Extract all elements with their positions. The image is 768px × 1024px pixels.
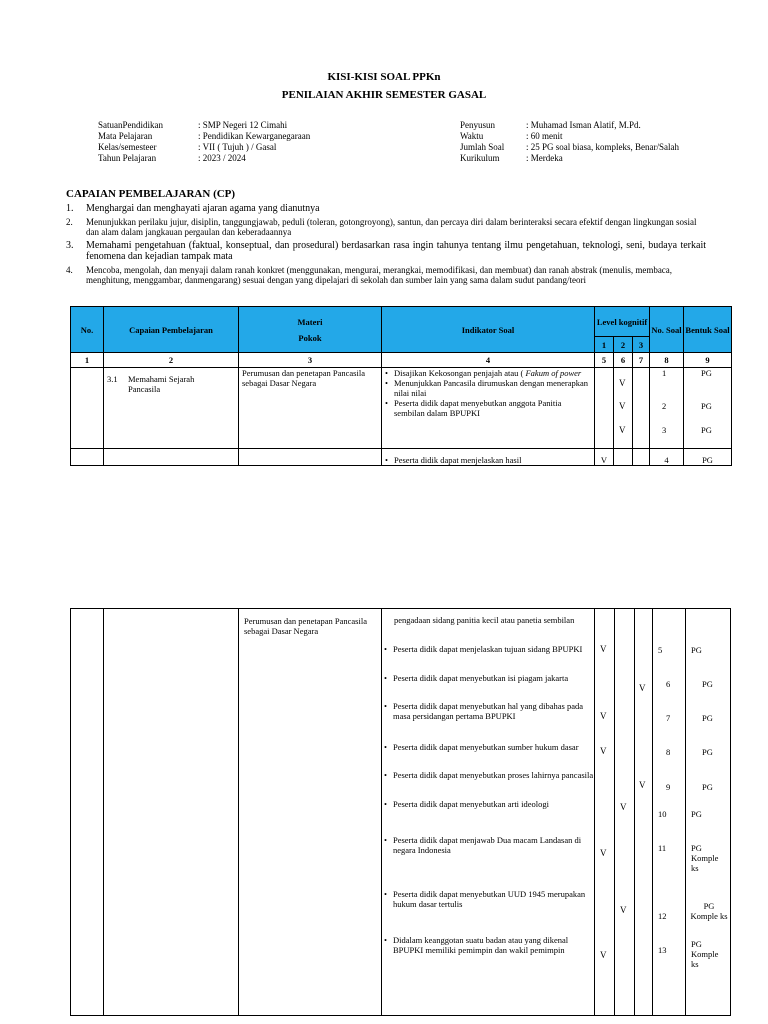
info-label: Kelas/semesteer [98,142,157,152]
bentuk-soal: PG [701,425,712,435]
indikator-continued: pengadaan sidang panitia kecil atau panetia sembilan [394,615,575,625]
check-mark: V [619,401,626,411]
soal-number: 5 [658,645,663,655]
bentuk-soal: PG Komple ks [690,901,728,921]
check-mark: V [600,711,607,721]
cp-item-text: Memahami pengetahuan (faktual, konseptual, dan prosedural) berdasarkan rasa ingin tahunya tentang ilmu pengetahuan, teknologi, seni, budaya terkait fenomena dan kejadian tampak mata [86,239,706,262]
info-label: Kurikulum [460,153,500,163]
cp-number: 3.1 [107,374,118,384]
info-value: : Merdeka [526,153,563,163]
header-materi-line2: Pokok [298,332,322,343]
cp-list [66,203,706,288]
cp-item-text: Menunjukkan perilaku jujur, disiplin, tanggungjawab, peduli (toleran, gotongroyong), santun, dan percaya diri dalam berinteraksi secara efektif dengan lingkungan sosial dan alam dalam jangkauan pergaulan dan keberadaannya [86,216,697,237]
soal-number: 9 [666,782,671,792]
soal-number: 6 [666,679,671,689]
cp-item-number: 1. [66,203,74,214]
bentuk-soal: PG [684,449,732,466]
indikator-item: • Peserta didik dapat menjelaskan hasil [385,455,594,465]
indikator-item: • Peserta didik dapat menjelaskan tujuan sidang BPUPKI [384,644,599,654]
check-mark: V [600,746,607,756]
indikator-italic: Fakum of power [525,368,582,378]
header-level-2: 2 [614,337,633,353]
level-2-cell [614,368,633,449]
header-bentuk: Bentuk Soal [684,307,732,353]
cp-heading: CAPAIAN PEMBELAJARAN (CP) [66,188,236,200]
indikator-item: • Peserta didik dapat menyebutkan arti ideologi [384,799,599,809]
col-number: 7 [633,353,650,368]
bentuk-soal: PG [691,645,702,655]
bentuk-soal: PG [701,368,712,378]
info-value: : Pendidikan Kewarganegaraan [198,131,311,141]
col-number: 9 [684,353,732,368]
header-capaian: Capaian Pembelajaran [104,307,239,353]
header-materi [239,307,382,353]
info-value: : Muhamad Isman Alatif, M.Pd. [526,120,641,130]
check-mark: V [600,644,607,654]
soal-number: 1 [662,368,667,378]
cp-item-number: 2. [66,216,73,227]
info-right-values [526,120,679,164]
col-number: 6 [614,353,633,368]
kisi-table-page1 [70,306,732,466]
col-number: 3 [239,353,382,368]
indikator-item [385,368,594,378]
info-value: : 60 menit [526,131,563,141]
cp-item [66,265,706,286]
check-mark: V [620,802,627,812]
table-row [71,368,732,449]
info-label: SatuanPendidikan [98,120,163,130]
check-mark: V [619,378,626,388]
check-mark: V [600,848,607,858]
info-label: Waktu [460,131,484,141]
col-number: 5 [595,353,614,368]
bentuk-cell [684,368,732,449]
check-mark: V [619,425,626,435]
cp-item-text: Mencoba, mengolah, dan menyaji dalam ranah konkret (menggunakan, mengurai, merangkai, memodifikasi, dan membuat) dan ranah abstrak (menulis, membaca, menghitung, menggambar, danmengarang) sesuai dengan yang dipelajari di sekolah dan sumber lain yang sama dalam sudut pandang/teori [86,264,673,285]
info-left-labels [98,120,163,164]
soal-number: 12 [658,911,667,921]
indikator-text: Disajikan Kekosongan penjajah atau ( [394,368,526,378]
info-value: : SMP Negeri 12 Cimahi [198,120,288,130]
col-number: 1 [71,353,104,368]
cp-text: Memahami Sejarah Pancasila [128,374,195,394]
soal-number: 11 [658,843,667,853]
info-label: Tahun Pelajaran [98,153,157,163]
indikator-item: • Didalam keanggotan suatu badan atau yang dikenal BPUPKI memiliki pemimpin dan wakil pemimpin [384,935,599,955]
col-number: 4 [382,353,595,368]
table-row [71,449,732,466]
materi-cell: Perumusan dan penetapan Pancasila sebagai Dasar Negara [239,368,382,449]
bentuk-soal: PG [701,401,712,411]
indikator-item: • Peserta didik dapat menyebutkan sumber hukum dasar [384,742,599,752]
bentuk-soal: PG [702,713,713,723]
bentuk-soal: PG [702,747,713,757]
indikator-item: • Peserta didik dapat menyebutkan anggota Panitia sembilan dalam BPUPKI [385,398,594,418]
bentuk-soal: PG [691,809,702,819]
indikator-item: • Menunjukkan Pancasila dirumuskan dengan menerapkan nilai nilai [385,378,594,398]
col-number: 8 [650,353,684,368]
info-right-labels [460,120,504,164]
cp-item [66,217,706,238]
soal-number: 3 [662,425,667,435]
check-mark: V [639,780,646,790]
info-label: Jumlah Soal [460,142,505,152]
check-mark: V [639,683,646,693]
soal-number: 8 [666,747,671,757]
no-soal-cell [650,368,684,449]
indikator-item: • Peserta didik dapat menyebutkan proses lahirnya pancasila [384,770,599,780]
soal-number: 4 [650,449,684,466]
indikator-cell [382,368,595,449]
info-label: Penyusun [460,120,496,130]
bentuk-soal: PG Komple ks [691,939,719,969]
soal-number: 13 [658,945,667,955]
header-materi-line1: Materi [297,316,323,327]
header-level-3: 3 [633,337,650,353]
col-number: 2 [104,353,239,368]
bentuk-soal: PG Komple ks [691,843,719,873]
indikator-cell [382,449,595,466]
soal-number: 2 [662,401,667,411]
indikator-item: • Peserta didik dapat menyebutkan UUD 1945 merupakan hukum dasar tertulis [384,889,599,909]
header-indikator: Indikator Soal [382,307,595,353]
bentuk-soal: PG [702,679,713,689]
materi-cell: Perumusan dan penetapan Pancasila sebagai Dasar Negara [244,616,367,636]
level-1-cell: V [595,449,614,466]
soal-number: 10 [658,809,667,819]
info-value: : 2023 / 2024 [198,153,246,163]
info-left-values [198,120,310,164]
soal-number: 7 [666,713,671,723]
indikator-item: • Peserta didik dapat menjawab Dua macam Landasan di negara Indonesia [384,835,599,855]
header-no-soal: No. Soal [650,307,684,353]
cp-item-number: 3. [66,239,74,251]
header-level-1: 1 [595,337,614,353]
bentuk-soal: PG [702,782,713,792]
cp-item [66,240,706,263]
header-no: No. [71,307,104,353]
check-mark: V [600,950,607,960]
indikator-item: • Peserta didik dapat menyebutkan isi piagam jakarta [384,673,599,683]
check-mark: V [620,905,627,915]
kisi-table-page2 [70,608,731,1016]
cp-item-number: 4. [66,264,73,275]
document-subtitle: PENILAIAN AKHIR SEMESTER GASAL [281,89,487,101]
info-label: Mata Pelajaran [98,131,153,141]
cp-item-text: Menghargai dan menghayati ajaran agama yang dianutnya [86,203,320,214]
cp-cell [104,368,239,449]
cp-item [66,203,706,215]
info-value: : 25 PG soal biasa, kompleks, Benar/Salah [526,142,679,152]
document-title: KISI-KISI SOAL PPKn [327,71,441,83]
indikator-item: • Peserta didik dapat menyebutkan hal yang dibahas pada masa persidangan pertama BPUPKI [384,701,599,721]
header-level: Level kognitif [595,307,650,337]
info-value: : VII ( Tujuh ) / Gasal [198,142,277,152]
